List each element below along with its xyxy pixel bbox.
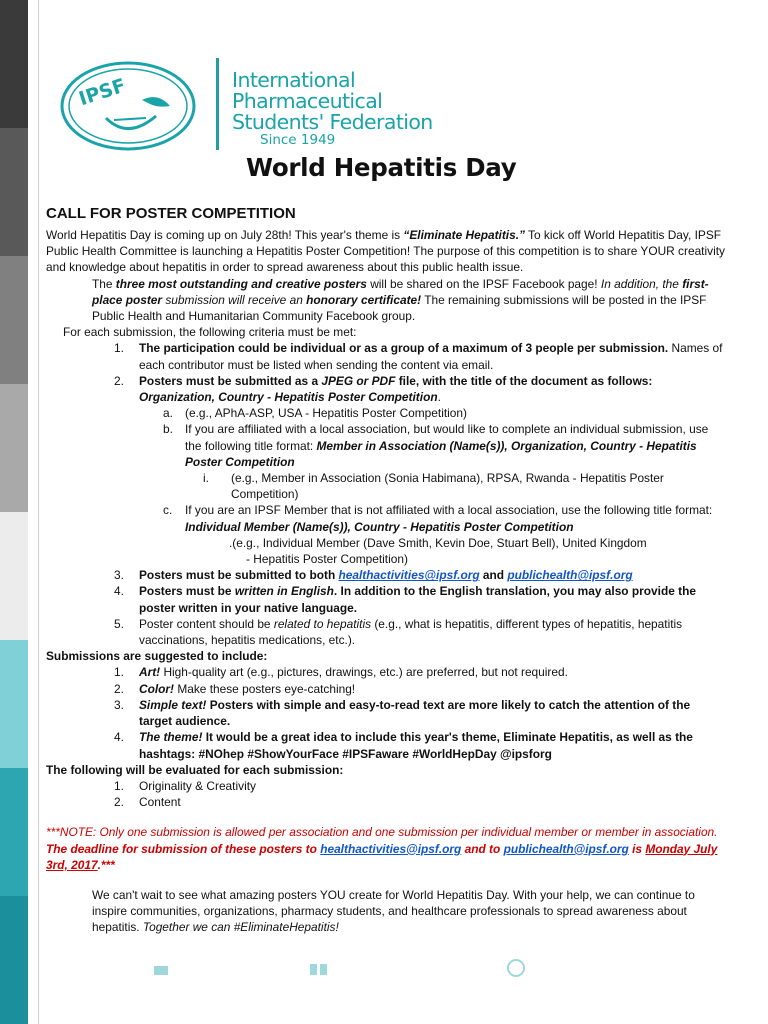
criteria-subsubitem (46, 470, 726, 502)
text: Posters must be (139, 584, 235, 599)
criteria-subitem (46, 502, 726, 534)
strip-segment (0, 768, 28, 896)
suggest-item (46, 697, 726, 729)
text: Simple text! (139, 697, 207, 712)
text: Originality & Creativity (139, 778, 256, 793)
logo-lettering: IPSF (76, 74, 129, 111)
text: Poster content should be (139, 616, 274, 631)
footer-logo-mark (508, 960, 524, 976)
footer-logo-mark (154, 966, 168, 975)
text: will be shared on the IPSF Facebook page! (366, 276, 601, 291)
item-number: 1. (114, 665, 124, 680)
email-link-healthactivities[interactable]: healthactivities@ipsf.org (320, 841, 462, 856)
footer-logo-mark (320, 964, 327, 975)
item-number: c. (163, 503, 173, 518)
text: If you are affiliated with a local association, but would like to complete an individual submission, use the following title format: (185, 422, 709, 453)
criteria-item (46, 340, 726, 372)
item-number: 3. (114, 568, 124, 583)
text: The remaining submissions will be posted in the IPSF Public Health and Humanitarian Community Facebook group. (92, 292, 707, 324)
criteria-intro: For each submission, the following criteria must be met: (63, 325, 357, 340)
text: three most outstanding and creative posters (115, 276, 367, 291)
org-line-2: Pharmaceutical (232, 89, 383, 113)
item-number: 2. (114, 795, 124, 810)
text: Make these posters eye-catching! (174, 681, 356, 696)
page-title: World Hepatitis Day (246, 153, 517, 182)
document-body (46, 227, 726, 936)
section-heading: CALL FOR POSTER COMPETITION (46, 205, 296, 222)
text: Individual Member (Name(s)), Country - Hepatitis Poster Competition (185, 519, 574, 534)
text: Names of each contributor must be listed when sending the content via email. (139, 341, 723, 372)
prize-paragraph (46, 276, 726, 325)
strip-segment (0, 640, 28, 768)
text: written in English (234, 584, 334, 599)
text: Art! (139, 665, 161, 680)
text: file, with the title of the document as follows: (395, 373, 653, 388)
text: first-place poster (92, 276, 709, 307)
email-link-publichealth[interactable]: publichealth@ipsf.org (507, 568, 633, 583)
eval-intro: The following will be evaluated for each submission: (46, 762, 344, 777)
text: . In addition to the English translation, you may also provide the poster written in your native language. (139, 584, 696, 615)
strip-segment (0, 128, 28, 256)
text: The participation could be individual or as a group of a maximum of 3 people per submission. (139, 341, 669, 356)
item-number: b. (163, 422, 173, 437)
email-link-healthactivities[interactable]: healthactivities@ipsf.org (338, 568, 480, 583)
text: Posters must be submitted to both (139, 568, 339, 583)
text: Member in Association (Name(s)), Organization, Country - Hepatitis Poster Competition (185, 438, 697, 469)
suggest-item (46, 664, 726, 680)
text: (e.g., APhA-ASP, USA - Hepatitis Poster Competition) (185, 406, 467, 421)
deadline-note (46, 824, 726, 873)
org-line-1: International (232, 68, 356, 92)
organization-name (232, 70, 433, 147)
item-number: 2. (114, 373, 124, 388)
vertical-rule (38, 0, 39, 1024)
text: and to (461, 841, 504, 856)
text: Color! (139, 681, 175, 696)
text: is (628, 841, 646, 856)
text: Content (139, 795, 181, 810)
text: Posters must be submitted as a (139, 373, 322, 388)
text: If you are an IPSF Member that is not affiliated with a local association, use the following title format: (185, 503, 713, 518)
criteria-example: - Hepatitis Poster Competition) (246, 552, 408, 567)
item-number: i. (203, 471, 209, 486)
strip-segment (0, 256, 28, 384)
criteria-subitem (46, 421, 726, 470)
org-line-3: Students' Federation (232, 110, 433, 134)
text: (e.g., what is hepatitis, different types of hepatitis, hepatitis vaccinations, hepatitis medications, etc.). (139, 616, 683, 648)
footer-logos (150, 958, 710, 978)
header-divider (216, 58, 219, 150)
eval-item (46, 794, 726, 810)
text: The deadline for submission of these posters to (46, 841, 321, 856)
suggest-intro: Submissions are suggested to include: (46, 649, 268, 664)
suggest-item (46, 681, 726, 697)
item-number: 2. (114, 681, 124, 696)
text: Posters with simple and easy-to-read text are more likely to catch the attention of the target audience. (139, 697, 691, 729)
criteria-item (46, 567, 726, 583)
text: The (92, 276, 116, 291)
text: It would be a great idea to include this year's theme, Eliminate Hepatitis, as well as the hashtags: #NOhep #ShowYourFace #IPSFaware #WorldHepDay @ipsforg (139, 730, 693, 761)
criteria-item (46, 616, 726, 648)
item-number: 3. (114, 697, 124, 712)
text: submission will receive an (162, 292, 307, 307)
text: and (479, 568, 508, 583)
item-number: 5. (114, 616, 124, 631)
text: (e.g., Member in Association (Sonia Habimana), RPSA, Rwanda - Hepatitis Poster Competition) (231, 471, 664, 502)
criteria-example: .(e.g., Individual Member (Dave Smith, Kevin Doe, Stuart Bell), United Kingdom (229, 535, 647, 550)
text: Together we can #EliminateHepatitis! (142, 920, 339, 935)
eval-item (46, 778, 726, 794)
item-number: 4. (114, 584, 124, 599)
text: ***NOTE: Only one submission is allowed per association and one submission per individual member or member in association. (46, 825, 718, 840)
criteria-item (46, 373, 726, 405)
text: In addition, the (600, 276, 683, 291)
strip-segment (0, 896, 28, 1024)
text: High-quality art (e.g., pictures, drawings, etc.) are preferred, but not required. (160, 665, 568, 680)
footer-logo-mark (310, 964, 317, 975)
item-number: 1. (114, 778, 124, 793)
org-since: Since 1949 (260, 132, 336, 148)
strip-segment (0, 384, 28, 512)
strip-segment (0, 0, 28, 128)
text: To kick off World Hepatitis Day, IPSF Public Health Committee is launching a Hepatitis Poster Competition! The purpose of this competition is to share YOUR creativity and knowledge about hepatitis in order to spread awareness about this public health issue. (46, 228, 725, 275)
email-link-publichealth[interactable]: publichealth@ipsf.org (503, 841, 629, 856)
text: related to hepatitis (273, 616, 372, 631)
text: . (437, 390, 441, 405)
suggest-item (46, 729, 726, 761)
text: .*** (97, 857, 115, 872)
text: The theme! (139, 730, 203, 745)
theme-text: “Eliminate Hepatitis.” (403, 228, 525, 242)
text: We can't wait to see what amazing posters YOU create for World Hepatitis Day. With your help, we can continue to inspire communities, organizations, pharmacy students, and healthcare professionals to spread awareness about hepatitis. (92, 887, 695, 935)
item-number: 1. (114, 341, 124, 356)
intro-paragraph (46, 227, 726, 276)
text: honorary certificate! (306, 292, 422, 307)
closing-paragraph (46, 887, 726, 936)
text: World Hepatitis Day is coming up on July 28th! This year's theme is (46, 228, 404, 242)
criteria-item (46, 583, 726, 615)
text: JPEG or PDF (321, 373, 396, 388)
item-number: 4. (114, 730, 124, 745)
ipsf-logo-icon (58, 58, 198, 154)
left-color-strip (0, 0, 28, 1024)
strip-segment (0, 512, 28, 640)
item-number: a. (163, 406, 173, 421)
text: Organization, Country - Hepatitis Poster Competition (139, 390, 438, 405)
criteria-subitem (46, 405, 726, 421)
deadline-date: Monday July 3rd, 2017 (46, 841, 718, 872)
